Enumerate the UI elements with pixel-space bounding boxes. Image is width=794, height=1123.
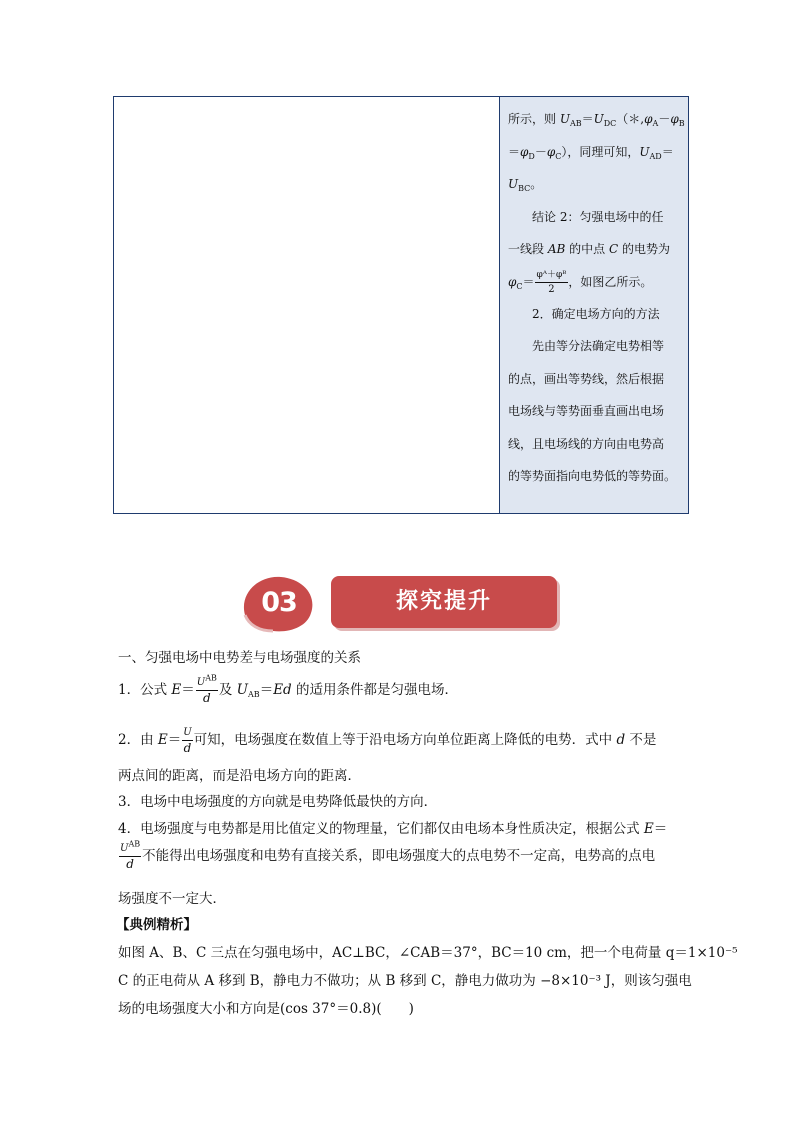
point-3: 3．电场中电场强度的方向就是电势降低最快的方向． [118,794,438,810]
example-heading: 【典例精析】 [116,917,197,933]
notes-line-3: $U_{BC}$。 [508,177,543,193]
formula-uab-over-d: $\frac{U^{AB}}{d}$ [120,839,141,871]
point-4: 4．电场强度与电势都是用比值定义的物理量，它们都仅由电场本身性质决定，根据公式 E＝ [118,821,668,837]
method-line-4: 线，且电场线的方向由电势高 [508,436,665,451]
example-line-3: 场的电场强度大小和方向是(cos 37°＝0.8)( ) [118,1001,414,1017]
section-banner [237,573,567,633]
example-line-2: C 的正电荷从 A 移到 B，静电力不做功；从 B 移到 C，静电力做功为 −8×10⁻³ J，则该匀强电 [118,973,692,989]
method-line-2: 的点，画出等势线，然后根据 [508,371,665,386]
method-line-5: 的等势面指向电势低的等势面。 [508,469,677,483]
method-line-3: 电场线与等势面垂直画出电场 [508,404,665,418]
formula-u-over-d-2: $\frac{U}{d}$ [183,727,192,755]
point-2: 2．由 E＝ $\frac{U}{d}$ 可知，电场强度在数值上等于沿电场方向单位距离上降低的电势．式中 d 不是 [118,727,657,755]
method-heading: 2．确定电场方向的方法 [532,306,660,321]
point-1: 1．公式 E＝ $\frac{U^{AB}}{d}$ 及 $U_{AB}=Ed$ 的适用条件都是匀强电场． [118,673,458,705]
section-heading: 一、匀强电场中电势差与电场强度的关系 [118,650,361,666]
formula-u-over-d: $\frac{U^{AB}}{d}$ [196,673,217,705]
conclusion-2-formula: $\varphi_C=$ $\frac{\text{φᴬ＋φᴮ}}{2}$ ，如图乙所示。 [508,269,653,295]
point-2-cont: 两点间的距离，而是沿电场方向的距离． [118,768,361,784]
section-title: 探究提升 [395,589,492,614]
section-number: 03 [261,587,297,618]
conclusion-2-line-1: 结论 2：匀强电场中的任 [532,209,664,224]
point-4-cont: $\frac{U^{AB}}{d}$ 不能得出电场强度和电势有直接关系，即电场强度大的点电势不一定高，电势高的点电 [120,839,656,871]
midpoint-potential-fraction: $\frac{\text{φᴬ＋φᴮ}}{2}$ [536,269,567,295]
notes-column [499,97,688,513]
point-4-end: 场强度不一定大． [118,891,226,907]
example-line-1: 如图 A、B、C 三点在匀强电场中，AC⊥BC，∠CAB＝37°，BC＝10 cm，把一个电荷量 q＝1×10⁻⁵ [118,945,738,961]
notes-line-1: 所示，则 $U_{AB}=U_{DC}(*,\varphi_A-\varphi_B$ [508,112,685,128]
method-line-1: 先由等分法确定电势相等 [532,339,665,353]
conclusion-2-line-2: 一线段 AB 的中点 C 的电势为 [508,242,670,256]
notes-line-2: $=\varphi_D-\varphi_C$），同理可知，$U_{AD}=$ [508,144,674,161]
